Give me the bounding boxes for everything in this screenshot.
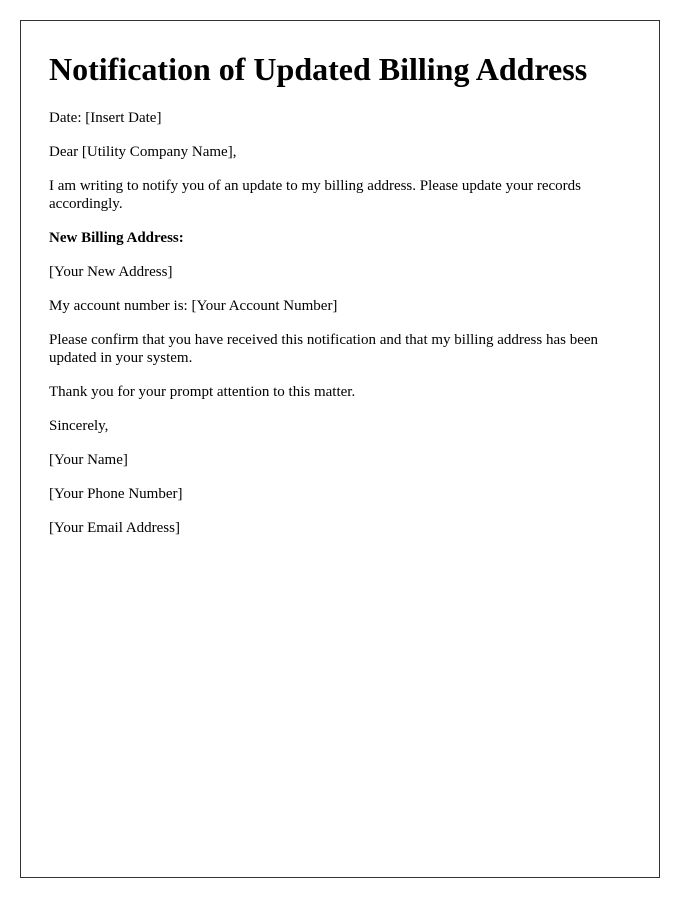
date-line: Date: [Insert Date] bbox=[49, 110, 162, 126]
sender-email: [Your Email Address] bbox=[49, 520, 180, 536]
thanks-paragraph: Thank you for your prompt attention to this matter. bbox=[49, 384, 356, 400]
salutation: Dear [Utility Company Name], bbox=[49, 144, 237, 160]
new-address-heading: New Billing Address: bbox=[49, 230, 184, 246]
account-number-line: My account number is: [Your Account Number] bbox=[49, 298, 338, 314]
new-address-heading-paragraph bbox=[49, 229, 631, 247]
intro-paragraph: I am writing to notify you of an update to my billing address. Please update your records accordingly. bbox=[49, 178, 581, 212]
confirm-request-paragraph: Please confirm that you have received this notification and that my billing address has been updated in your system. bbox=[49, 332, 599, 366]
letter-page bbox=[20, 20, 660, 878]
sender-name: [Your Name] bbox=[49, 452, 128, 468]
closing: Sincerely, bbox=[49, 418, 109, 434]
new-address: [Your New Address] bbox=[49, 264, 173, 280]
letter-title: Notification of Updated Billing Address bbox=[49, 51, 588, 87]
sender-phone: [Your Phone Number] bbox=[49, 486, 183, 502]
